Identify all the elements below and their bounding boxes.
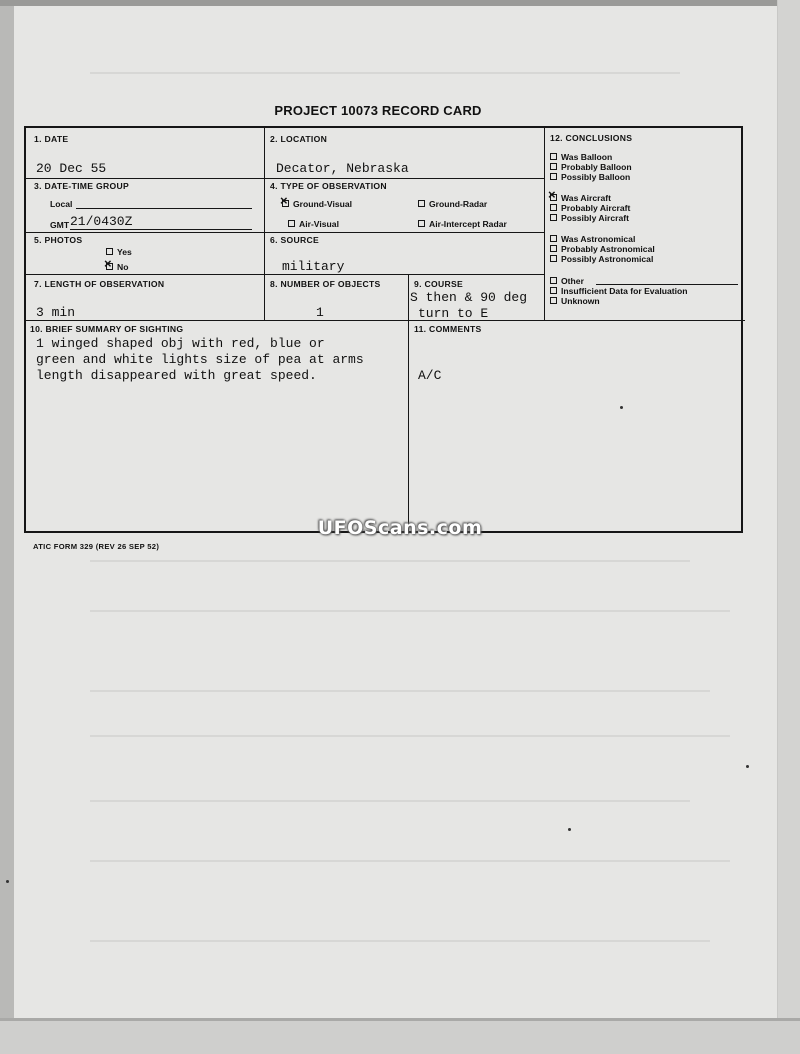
number-of-objects-value: 1 — [316, 305, 324, 320]
date-value: 20 Dec 55 — [36, 161, 107, 176]
conclusion-insufficient-data[interactable]: Insufficient Data for Evaluation — [550, 286, 688, 296]
summary-line-2: green and white lights size of pea at arms — [36, 352, 364, 367]
course-line-1: S then & 90 deg — [410, 290, 528, 305]
scan-edge-bottom — [0, 1018, 800, 1054]
conclusion-unknown[interactable]: Unknown — [550, 296, 600, 306]
checkbox-icon — [288, 220, 295, 227]
photos-no-option[interactable]: ×No — [106, 262, 128, 272]
bleed-through-line — [90, 735, 730, 737]
watermark: UFOScans.com — [317, 517, 483, 539]
speck — [620, 406, 623, 409]
speck — [746, 765, 749, 768]
gmt-underline — [70, 229, 252, 230]
checkbox-icon — [550, 153, 557, 160]
checkbox-icon — [550, 297, 557, 304]
divider — [264, 128, 265, 320]
location-label: 2. LOCATION — [270, 134, 328, 144]
scan-edge-left — [0, 0, 14, 1051]
comments-value: A/C — [418, 368, 442, 383]
form-title: PROJECT 10073 RECORD CARD — [274, 103, 482, 118]
other-underline — [596, 284, 738, 285]
bleed-through-line — [90, 560, 690, 562]
date-time-group-label: 3. DATE-TIME GROUP — [34, 181, 130, 191]
checkbox-icon — [550, 245, 557, 252]
comments-label: 11. COMMENTS — [414, 324, 482, 334]
length-label: 7. LENGTH OF OBSERVATION — [34, 279, 165, 289]
checkbox-checked-icon — [282, 200, 289, 207]
conclusion-possibly-balloon[interactable]: Possibly Balloon — [550, 172, 630, 182]
number-of-objects-label: 8. NUMBER OF OBJECTS — [270, 279, 381, 289]
checkbox-icon — [418, 200, 425, 207]
checkbox-checked-icon — [106, 263, 113, 270]
photos-label: 5. PHOTOS — [34, 235, 83, 245]
conclusion-was-balloon[interactable]: Was Balloon — [550, 152, 612, 162]
checkbox-icon — [550, 204, 557, 211]
scan-edge-right — [777, 0, 800, 1051]
source-value: military — [282, 259, 345, 274]
bleed-through-line — [90, 860, 730, 862]
conclusion-probably-balloon[interactable]: Probably Balloon — [550, 162, 632, 172]
local-underline — [76, 208, 252, 209]
source-label: 6. SOURCE — [270, 235, 320, 245]
conclusion-other[interactable]: Other — [550, 276, 584, 286]
scan-edge-top — [0, 0, 800, 6]
conclusion-was-aircraft[interactable]: ×Was Aircraft — [550, 193, 611, 203]
divider — [26, 232, 544, 233]
checkbox-icon — [106, 248, 113, 255]
ground-visual-option[interactable]: ×Ground-Visual — [282, 199, 352, 209]
bleed-through-line — [90, 690, 710, 692]
bleed-through-line — [90, 800, 690, 802]
conclusion-possibly-astronomical[interactable]: Possibly Astronomical — [550, 254, 653, 264]
speck — [568, 828, 571, 831]
conclusion-possibly-aircraft[interactable]: Possibly Aircraft — [550, 213, 629, 223]
checkbox-icon — [550, 173, 557, 180]
course-label: 9. COURSE — [414, 279, 464, 289]
gmt-value: 21/0430Z — [70, 214, 133, 229]
checkbox-checked-icon — [550, 194, 557, 201]
form-number: ATIC FORM 329 (REV 26 SEP 52) — [33, 542, 160, 551]
checkbox-icon — [550, 287, 557, 294]
checkbox-icon — [550, 255, 557, 262]
conclusion-probably-astronomical[interactable]: Probably Astronomical — [550, 244, 655, 254]
record-card — [24, 126, 743, 533]
divider — [26, 320, 745, 321]
bleed-through-line — [90, 610, 730, 612]
divider — [408, 274, 409, 533]
date-label: 1. DATE — [34, 134, 69, 144]
checkbox-icon — [550, 235, 557, 242]
conclusion-was-astronomical[interactable]: Was Astronomical — [550, 234, 635, 244]
speck — [6, 880, 9, 883]
bleed-through-line — [90, 72, 680, 74]
summary-line-3: length disappeared with great speed. — [36, 368, 317, 383]
local-label: Local — [50, 199, 73, 209]
conclusion-probably-aircraft[interactable]: Probably Aircraft — [550, 203, 630, 213]
checkbox-icon — [418, 220, 425, 227]
divider — [26, 178, 544, 179]
divider — [26, 274, 544, 275]
air-intercept-radar-option[interactable]: Air-Intercept Radar — [418, 219, 507, 229]
air-visual-option[interactable]: Air-Visual — [288, 219, 339, 229]
course-line-2: turn to E — [418, 306, 489, 321]
location-value: Decator, Nebraska — [276, 161, 409, 176]
checkbox-icon — [550, 163, 557, 170]
summary-label: 10. BRIEF SUMMARY OF SIGHTING — [30, 324, 184, 334]
bleed-through-line — [90, 940, 710, 942]
observation-type-label: 4. TYPE OF OBSERVATION — [270, 181, 387, 191]
checkbox-icon — [550, 214, 557, 221]
ground-radar-option[interactable]: Ground-Radar — [418, 199, 487, 209]
summary-line-1: 1 winged shaped obj with red, blue or — [36, 336, 325, 351]
gmt-label: GMT — [50, 220, 70, 230]
conclusions-label: 12. CONCLUSIONS — [550, 133, 633, 143]
checkbox-icon — [550, 277, 557, 284]
divider — [544, 128, 545, 320]
length-value: 3 min — [36, 305, 76, 320]
photos-yes-option[interactable]: Yes — [106, 247, 132, 257]
